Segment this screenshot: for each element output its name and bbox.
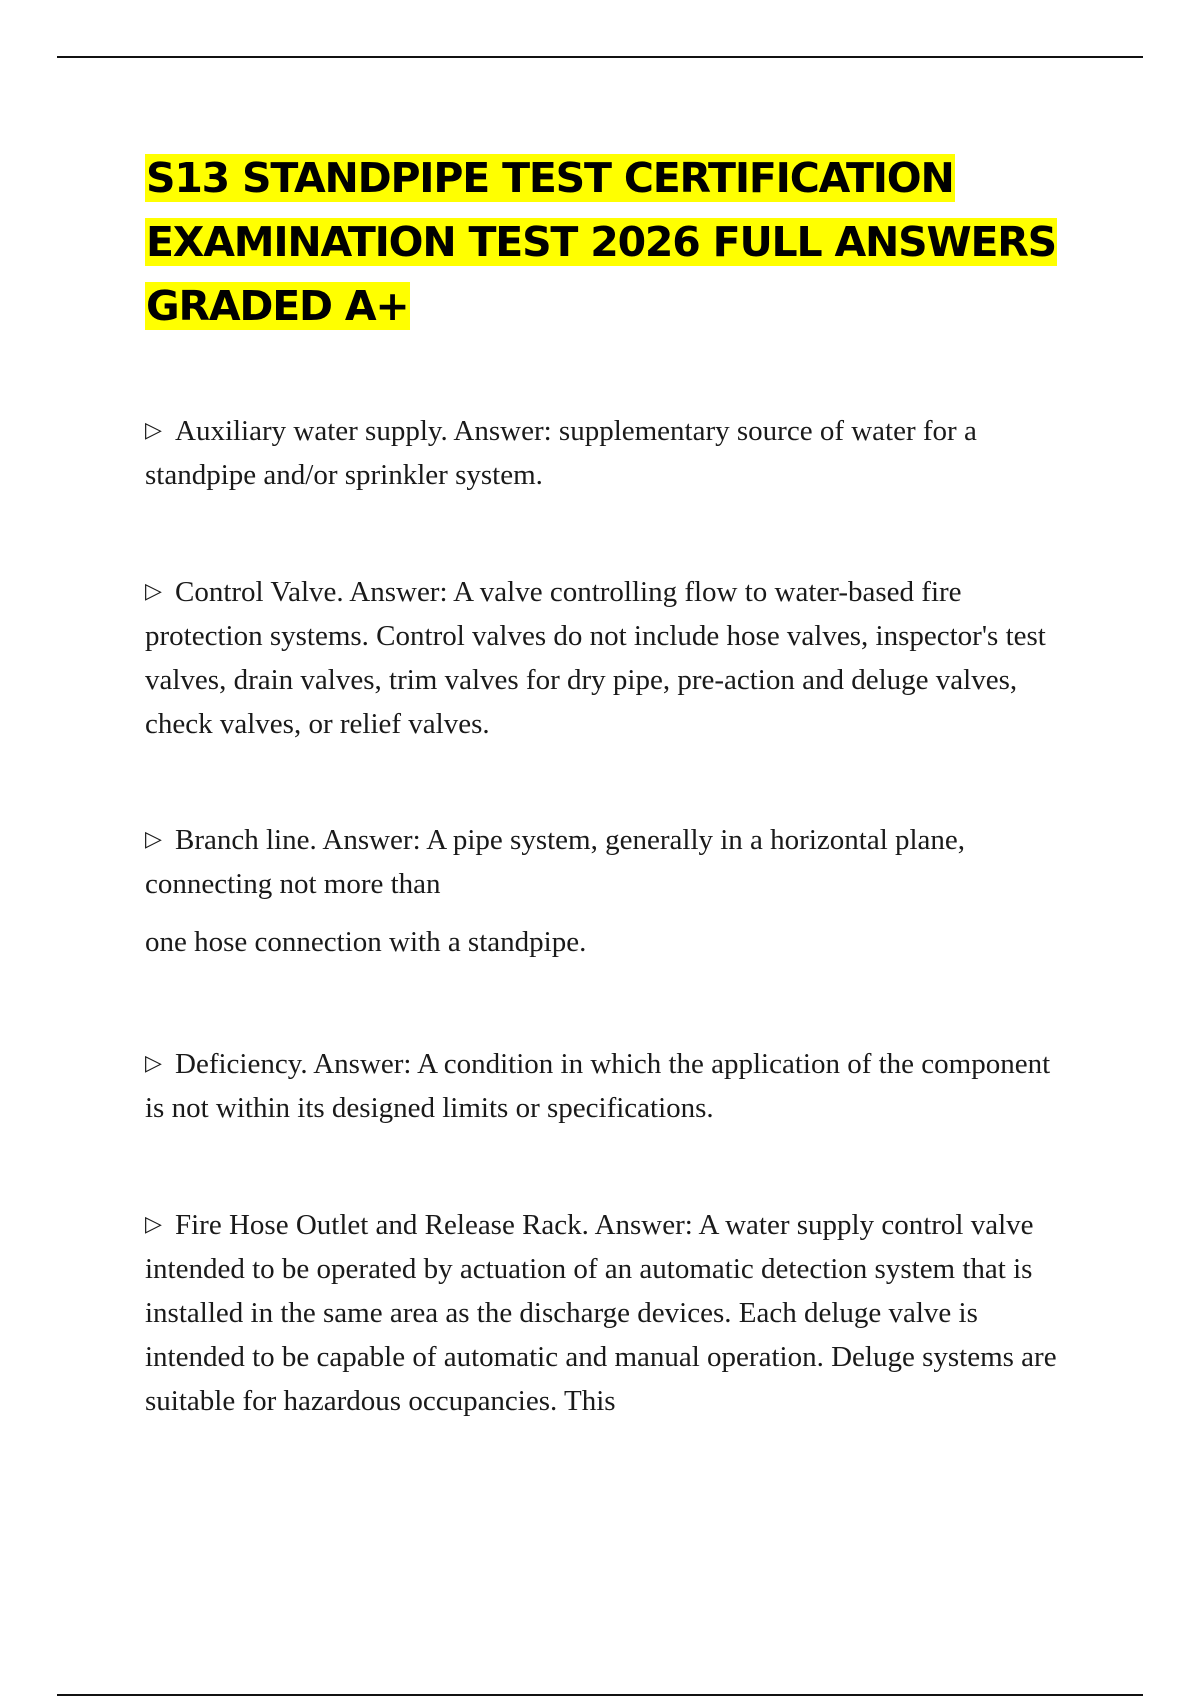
title-line-2	[145, 210, 1105, 274]
qa-entry-auxiliary-water-supply	[145, 409, 1075, 497]
title-line-3	[145, 274, 1105, 338]
qa-entry-branch-line-continuation	[145, 920, 1075, 964]
entry-text: Auxiliary water supply. Answer: supplementary source of water for a standpipe and/or sprinkler system.	[145, 415, 977, 491]
bottom-rule	[57, 1694, 1143, 1696]
title-line-1	[145, 146, 1105, 210]
qa-entry-branch-line	[145, 818, 1075, 906]
title-text-2: EXAMINATION TEST 2026 FULL ANSWERS	[146, 218, 1056, 266]
qa-entry-control-valve	[145, 570, 1075, 746]
triangle-bullet-icon: ▷	[145, 1051, 162, 1076]
title-text-1: S13 STANDPIPE TEST CERTIFICATION	[146, 154, 954, 202]
qa-entry-deficiency	[145, 1042, 1075, 1130]
title-text-3: GRADED A+	[146, 282, 409, 330]
entry-continuation-text: one hose connection with a standpipe.	[145, 926, 587, 958]
document-title	[145, 146, 1105, 338]
entry-text: Branch line. Answer: A pipe system, generally in a horizontal plane, connecting not more than	[145, 824, 966, 900]
qa-entry-fire-hose-outlet	[145, 1203, 1075, 1423]
triangle-bullet-icon: ▷	[145, 418, 162, 443]
top-rule	[57, 56, 1143, 58]
triangle-bullet-icon: ▷	[145, 827, 162, 852]
entry-text: Control Valve. Answer: A valve controlling flow to water-based fire protection systems. Control valves do not include hose valves, inspector's test valves, drain valves, trim valves for dry pipe, pre-action and deluge valves, check valves, or relief valves.	[145, 576, 1046, 740]
triangle-bullet-icon: ▷	[145, 1212, 162, 1237]
entry-text: Fire Hose Outlet and Release Rack. Answer: A water supply control valve intended to be operated by actuation of an automatic detection system that is installed in the same area as the discharge devices. Each deluge valve is intended to be capable of automatic and manual operation. Deluge systems are suitable for hazardous occupancies. This	[145, 1209, 1057, 1417]
entry-text: Deficiency. Answer: A condition in which the application of the component is not within its designed limits or specifications.	[145, 1048, 1051, 1124]
triangle-bullet-icon: ▷	[145, 579, 162, 604]
